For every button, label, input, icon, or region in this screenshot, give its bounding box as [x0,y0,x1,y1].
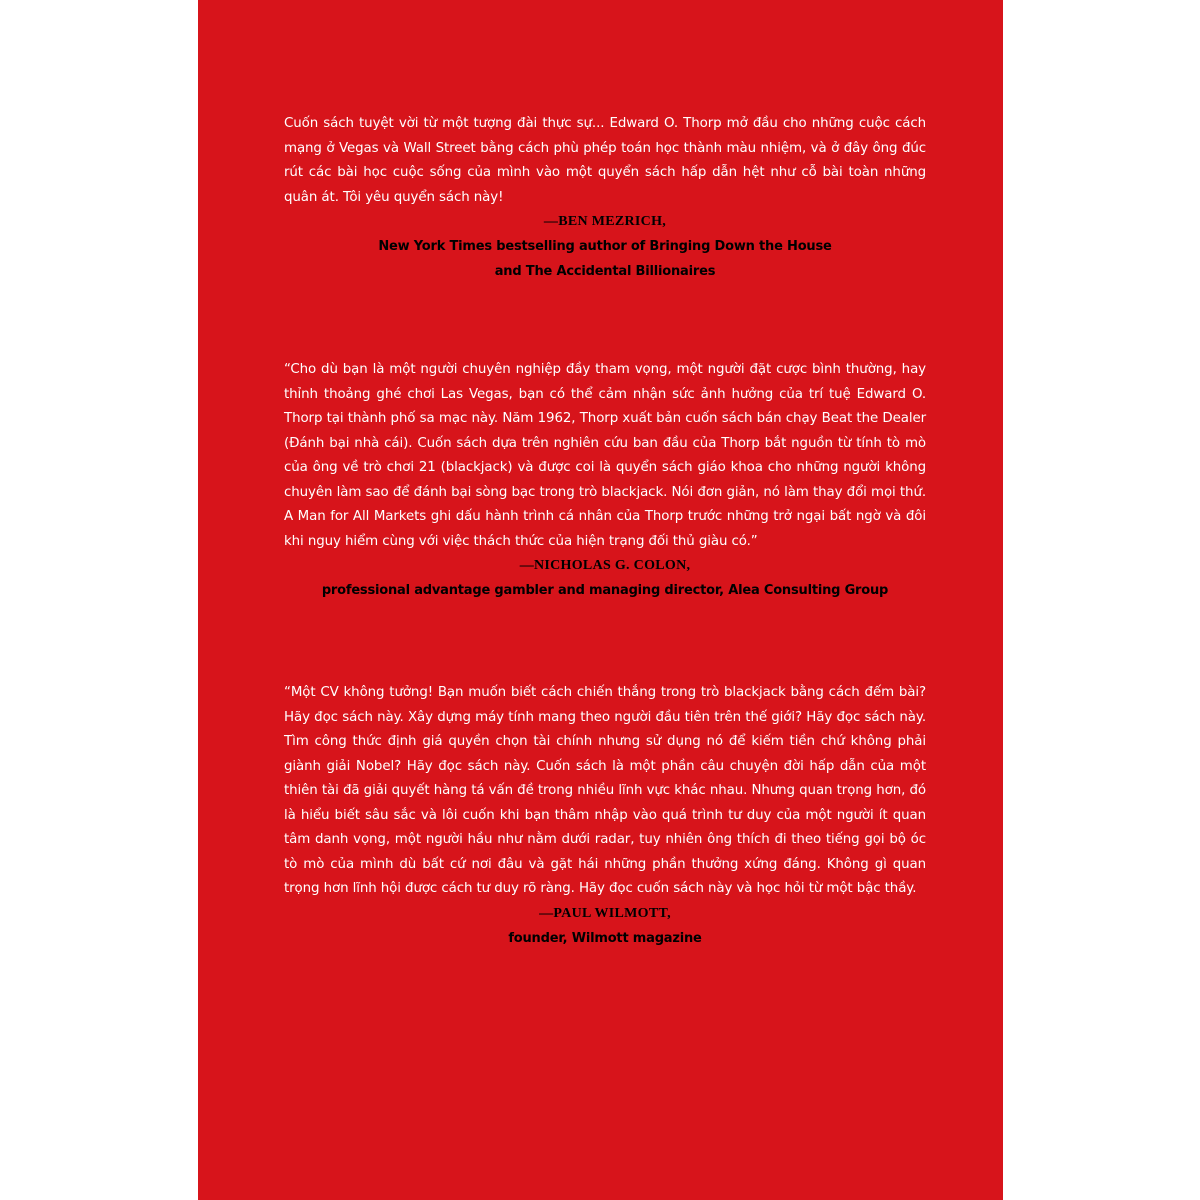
review-quote-mezrich [284,112,926,284]
quote-text: “Một CV không tưởng! Bạn muốn biết cách chiến thắng trong trò blackjack bằng cách đếm bài? Hãy đọc sách này. Xây dựng máy tính mang theo người đầu tiên trên thế giới? Hãy đọc sách này. Tìm công thức định giá quyền chọn tài chính nhưng sử dụng nó để kiếm tiền chứ không phải giành giải Nobel? Hãy đọc sách này. Cuốn sách là một phần câu chuyện đời hấp dẫn của một thiên tài đã giải quyết hàng tá vấn đề trong nhiều lĩnh vực khác nhau. Nhưng quan trọng hơn, đó là hiểu biết sâu sắc và lôi cuốn khi bạn thâm nhập vào quá trình tư duy của một người ít quan tâm danh vọng, một người hầu như nằm dưới radar, tuy nhiên ông thích đi theo tiếng gọi bộ óc tò mò của mình dù bất cứ nơi đâu và gặt hái những phần thưởng xứng đáng. Không gì quan trọng hơn lĩnh hội được cách tư duy rõ ràng. Hãy đọc cuốn sách này và học hỏi từ một bậc thầy. [284,685,926,896]
quote-author: —PAUL WILMOTT, [539,905,671,921]
quote-author-role: founder, Wilmott magazine [508,930,702,946]
book-back-cover [198,0,1003,1200]
quote-author-role: professional advantage gambler and managing director, Alea Consulting Group [321,583,889,598]
quote-author-role: and The Accidental Billionaires [494,264,716,279]
quote-author-role: New York Times bestselling author of Bringing Down the House [378,239,832,254]
quote-text: Cuốn sách tuyệt vời từ một tượng đài thực sự... Edward O. Thorp mở đầu cho những cuộc cách mạng ở Vegas và Wall Street bằng cách phù phép toán học thành màu nhiệm, và ở đây ông đúc rút các bài học cuộc sống của mình vào một quyển sách hấp dẫn hệt như cỗ bài toàn những quân át. Tôi yêu quyển sách này! [284,116,926,205]
review-quote-colon [284,358,926,603]
quote-author: —BEN MEZRICH, [543,214,667,229]
review-quote-wilmott [284,681,926,951]
quote-author: —NICHOLAS G. COLON, [519,558,691,573]
quote-text: “Cho dù bạn là một người chuyên nghiệp đầy tham vọng, một người đặt cược bình thường, hay thỉnh thoảng ghé chơi Las Vegas, bạn có thể cảm nhận sức ảnh hưởng của trí tuệ Edward O. Thorp tại thành phố sa mạc này. Năm 1962, Thorp xuất bản cuốn sách bán chạy Beat the Dealer (Đánh bại nhà cái). Cuốn sách dựa trên nghiên cứu ban đầu của Thorp bắt nguồn từ tính tò mò của ông về trò chơi 21 (blackjack) và được coi là quyển sách giáo khoa cho những người không chuyên làm sao để đánh bại sòng bạc trong trò blackjack. Nói đơn giản, nó làm thay đổi mọi thứ. A Man for All Markets ghi dấu hành trình cá nhân của Thorp trước những trở ngại bất ngờ và đôi khi nguy hiểm cùng với việc thách thức của hiện trạng đối thủ giàu có.” [284,362,926,549]
